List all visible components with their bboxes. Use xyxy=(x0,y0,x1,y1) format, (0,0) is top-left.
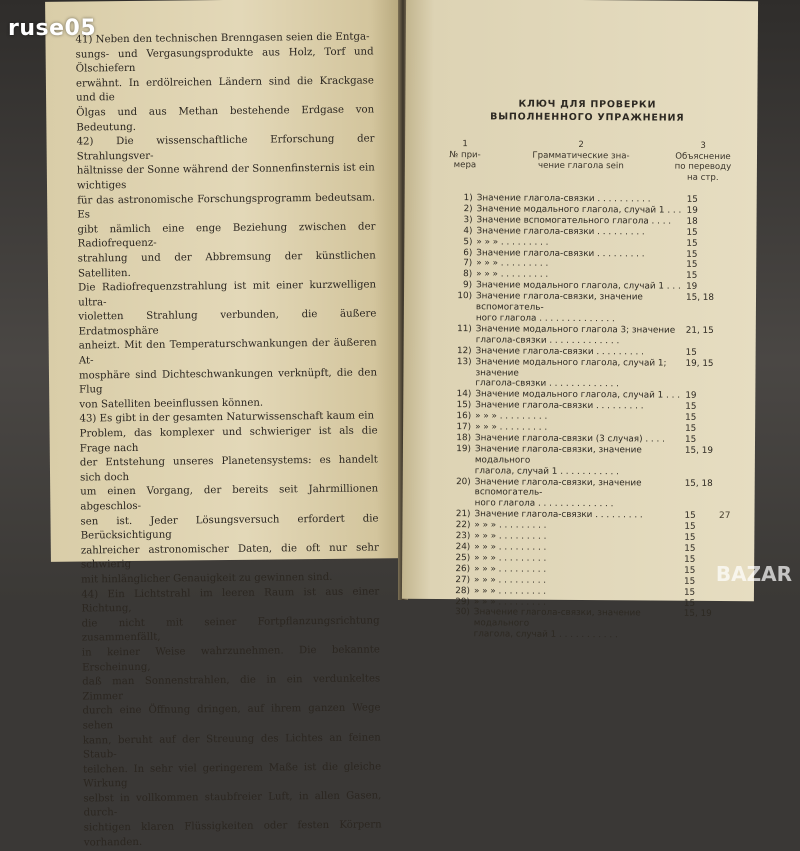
row-number: 28) xyxy=(455,585,471,596)
row-number: 25) xyxy=(455,553,471,564)
row-page-reference: 15 xyxy=(686,271,698,282)
row-description: Значение модального глагола, случай 1; значение глагола-связки . . . . . . . . . . . . . xyxy=(475,356,667,390)
row-description: Значение глагола-связки . . . . . . . . . xyxy=(475,400,644,412)
row-number: 17) xyxy=(456,422,472,433)
row-page-reference: 19, 15 xyxy=(685,358,714,369)
row-number: 9) xyxy=(463,280,473,291)
row-description: » » » . . . . . . . . . xyxy=(475,411,548,422)
row-description: Значение модального глагола, случай 1 . . . xyxy=(476,280,681,292)
row-description: Значение модального глагола, случай 1 . . . xyxy=(476,204,682,216)
row-number: 6) xyxy=(463,247,473,258)
row-page-reference: 15, 19 xyxy=(683,609,712,620)
row-number: 20) xyxy=(456,476,471,487)
row-page-reference: 19 xyxy=(686,205,698,216)
row-page-reference: 15 xyxy=(684,434,697,445)
row-page-reference: 15 xyxy=(686,260,698,271)
row-page-reference: 15 xyxy=(686,249,698,260)
row-page-reference: 19 xyxy=(686,281,698,293)
paragraph-42: 42) Die wissenschaftliche Erforschung der Strahlungsver- hältnisse der Sonne während der Sonnenfinsternis ist ein wichtiges für das astronomische Forschungsprogramm bedeutsam. Es gibt nämlich eine enge Beziehung zwischen der Radiofrequenz- strahlung und der Abbremsung der künstlichen Satelliten. Die Radiofrequenzstrahlung ist mit einer kurzwelligen ultra- violetten Strahlung verbunden, die äußere Erdatmosphäre anheizt. Mit den Temperaturschwankungen der äußeren At- mosphäre sind Dichteschwankungen verknüpft, die den Flug von Satelliten beeinflussen können. xyxy=(76,133,378,411)
row-description: Значение глагола-связки, значение вспомогатель- ного глагола . . . . . . . . . . . . . . xyxy=(475,291,643,325)
answer-table xyxy=(436,193,735,642)
row-page-reference: 15 xyxy=(686,227,698,238)
row-description: » » » . . . . . . . . . xyxy=(476,258,549,270)
row-page-reference: 15 xyxy=(686,194,698,205)
row-number: 24) xyxy=(455,542,471,553)
column-header-meaning: 2 Грамматические зна- чение глагола sein xyxy=(532,139,630,172)
row-page-reference: 15 xyxy=(683,598,696,609)
table-row xyxy=(438,324,734,348)
heading-line-2: ВЫПОЛНЕННОГО УПРАЖНЕНИЯ xyxy=(490,111,685,124)
table-row xyxy=(436,607,732,642)
row-description: » » » . . . . . . . . . xyxy=(475,422,548,433)
row-description: Значение глагола-связки, значение модального глагола, случай 1 . . . . . . . . . . . xyxy=(473,607,641,641)
column-header-page: 3 Объяснение по переводу на стр. xyxy=(674,140,732,183)
table-row xyxy=(437,444,733,479)
row-description: Значение вспомогательного глагола . . . . xyxy=(476,215,672,227)
row-number: 1) xyxy=(463,193,473,204)
row-number: 4) xyxy=(463,225,473,236)
row-description: Значение глагола-связки, значение модального глагола, случай 1 . . . . . . . . . . . xyxy=(474,444,642,477)
row-page-reference: 15 xyxy=(684,565,696,576)
row-page-reference: 15 xyxy=(686,238,698,249)
row-number: 30) xyxy=(455,607,470,618)
heading-line-1: КЛЮЧ ДЛЯ ПРОВЕРКИ xyxy=(518,98,657,111)
row-number: 10) xyxy=(457,291,473,302)
row-description: » » » . . . . . . . . . xyxy=(474,520,547,531)
row-page-reference: 18 xyxy=(686,216,698,227)
page-number: 27 xyxy=(719,510,731,522)
row-description: Значение глагола-связки . . . . . . . . . . xyxy=(476,193,651,205)
row-description: » » » . . . . . . . . . xyxy=(474,574,547,586)
row-description: Значение глагола-связки . . . . . . . . . xyxy=(476,247,645,259)
row-description: Значение глагола-связки . . . . . . . . . xyxy=(474,509,643,521)
row-number: 2) xyxy=(463,204,473,215)
row-number: 8) xyxy=(463,269,473,280)
row-number: 14) xyxy=(456,389,472,400)
row-page-reference: 15 xyxy=(684,532,696,543)
row-number: 13) xyxy=(456,356,472,367)
row-number: 12) xyxy=(456,345,472,356)
table-header xyxy=(439,139,735,183)
row-number: 3) xyxy=(463,214,473,226)
row-number: 29) xyxy=(455,596,470,607)
answer-key-heading xyxy=(439,97,735,125)
row-page-reference: 21, 15 xyxy=(685,325,714,336)
row-number: 27) xyxy=(455,574,471,585)
row-page-reference: 15 xyxy=(685,347,697,358)
row-description: Значение модального глагола 3; значение глагола-связки . . . . . . . . . . . . . xyxy=(475,324,676,347)
right-page xyxy=(402,0,758,641)
row-description: » » » . . . . . . . . . xyxy=(476,236,549,248)
column-header-number: 1 № при- мера xyxy=(449,139,481,171)
row-description: » » » . . . . . . . . . xyxy=(473,596,547,608)
row-description: » » » . . . . . . . . . xyxy=(476,269,549,281)
row-number: 19) xyxy=(456,443,471,455)
row-number: 21) xyxy=(455,509,471,520)
watermark-text: ruse05 xyxy=(8,16,97,41)
row-description: » » » . . . . . . . . . xyxy=(474,553,547,564)
row-description: Значение глагола-связки (3 случая) . . . . xyxy=(474,433,665,445)
row-description: Значение глагола-связки, значение вспомогатель- ного глагола . . . . . . . . . . . . . . xyxy=(474,476,642,510)
row-page-reference: 19 xyxy=(685,391,697,402)
row-number: 16) xyxy=(456,411,472,422)
row-number: 5) xyxy=(463,236,473,247)
row-number: 22) xyxy=(455,520,471,531)
row-number: 11) xyxy=(457,324,472,335)
row-page-reference: 15 xyxy=(683,587,696,598)
table-row xyxy=(437,357,733,392)
bazar-logo: BAZAR xyxy=(715,562,792,586)
table-row xyxy=(437,477,733,512)
row-page-reference: 15 xyxy=(685,423,697,434)
row-description: Значение глагола-связки . . . . . . . . . xyxy=(475,345,644,358)
row-number: 23) xyxy=(455,531,471,542)
row-page-reference: 15 xyxy=(684,554,696,565)
paragraph-41: 41) Neben den technischen Brenngasen seien die Entga- sungs- und Vergasungsprodukte aus Holz, Torf und Ölschiefern erwähnt. In erdölreichen Ländern sind die Krackgase und die Ölgas und aus Methan bestehende Erdgase von Bedeutung. xyxy=(75,31,375,134)
row-page-reference: 15, 19 xyxy=(684,445,713,456)
row-number: 15) xyxy=(456,400,472,411)
row-page-reference: 15 xyxy=(684,521,696,533)
row-description: Значение глагола-связки . . . . . . . . . xyxy=(476,225,645,238)
row-page-reference: 15 xyxy=(684,543,696,554)
row-description: » » » . . . . . . . . . xyxy=(474,542,547,553)
row-number: 7) xyxy=(463,258,473,269)
row-description: » » » . . . . . . . . . xyxy=(473,585,547,597)
row-page-reference: 15, 18 xyxy=(684,478,713,489)
row-description: » » » . . . . . . . . . xyxy=(474,531,547,542)
row-number: 18) xyxy=(456,433,472,444)
row-page-reference: 15 xyxy=(685,401,697,413)
row-page-reference: 15, 18 xyxy=(685,292,715,304)
left-page xyxy=(45,0,405,849)
row-page-reference: 15 xyxy=(684,576,696,587)
paragraph-44: 44) Ein Lichtstrahl im leeren Raum ist aus einer Richtung, die nicht mit seiner Fortpflanzungsrichtung zusammenfällt, in keiner Weise wahrzunehmen. Die bekannte Erscheinung, daß man Sonnenstrahlen, die in ein verdunkeltes Zimmer durch eine Öffnung dringen, auf ihrem ganzen Wege sehen kann, beruht auf der Streuung des Lichtes an feinen Staub- teilchen. In sehr viel geringerem Maße ist die gleiche Wirkung selbst in vollkommen staubfreier Luft, in allen Gasen, durch- sichtigen klaren Flüssigkeiten oder festen Körpern vorhanden. xyxy=(81,585,382,849)
paragraph-43: 43) Es gibt in der gesamten Naturwissenschaft kaum ein Problem, das komplexer und schwieriger ist als die Frage nach der Entstehung unseres Planetensystems: es handelt sich doch um einen Vorgang, der bereits seit Jahrmillionen abgeschlos- sen ist. Jeder Lösungsversuch erfordert die Berücksichtigung zahlreicher astronomischer Daten, die oft nur sehr schwierig mit hinlänglicher Genauigkeit zu gewinnen sind. xyxy=(79,410,379,586)
row-description: » » » . . . . . . . . . xyxy=(474,564,547,575)
row-page-reference: 15 xyxy=(684,511,696,522)
row-description: Значение модального глагола, случай 1 . . . xyxy=(475,389,681,402)
table-row xyxy=(438,291,734,326)
row-page-reference: 15 xyxy=(685,412,697,423)
row-number: 26) xyxy=(455,563,471,575)
